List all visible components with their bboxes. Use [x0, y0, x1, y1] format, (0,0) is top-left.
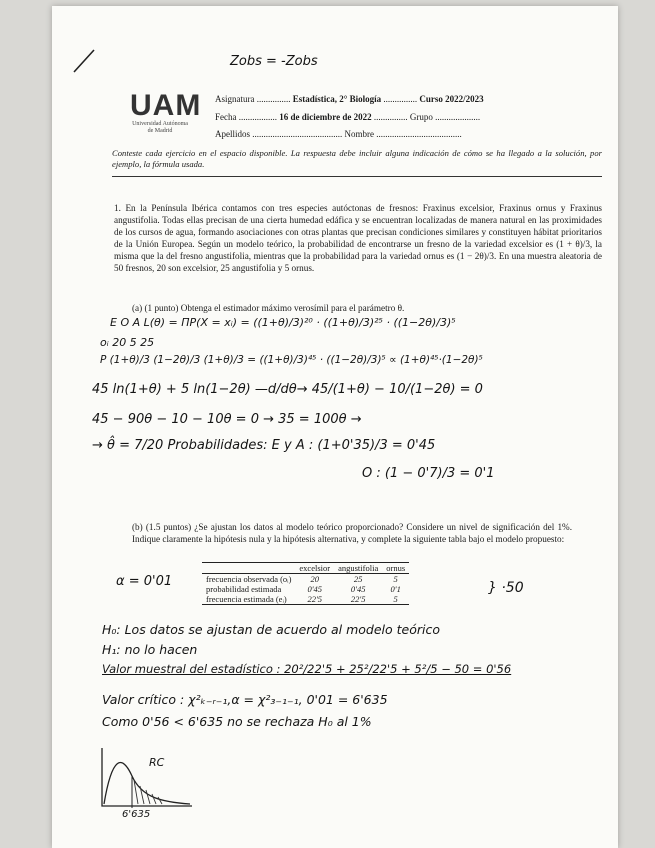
header-fecha: Fecha ................. 16 de diciembre de 2022 ............... Grupo .................... — [215, 112, 481, 122]
work-a-line-5: 45 − 90θ − 10 − 10θ = 0 → 35 = 100θ → — [92, 412, 362, 427]
statistic-value: Valor muestral del estadístico : 20²/22'5 + 25²/22'5 + 5²/5 − 50 = 0'56 — [102, 662, 512, 676]
work-a-line-1: E O A L(θ) = ΠP(X = xᵢ) = ((1+θ)/3)²⁰ · ((1+θ)/3)²⁵ · ((1−2θ)/3)⁵ — [110, 316, 456, 329]
h1: H₁: no lo hacen — [102, 642, 198, 657]
sketch-rc-label: RC — [149, 756, 165, 769]
work-a-line-2: oᵢ 20 5 25 — [100, 336, 155, 349]
table-row: probabilidad estimada 0'45 0'45 0'1 — [206, 584, 401, 594]
col-angustifolia: angustifolia — [338, 563, 379, 573]
work-a-line-7: O : (1 − 0'7)/3 = 0'1 — [362, 466, 495, 481]
table-side-note: } ·50 — [488, 580, 524, 596]
table-row: frecuencia observada (oᵢ) 20 25 5 — [206, 574, 398, 584]
conclusion: Como 0'56 < 6'635 no se rechaza H₀ al 1% — [102, 714, 372, 729]
pen-mark-icon — [70, 46, 100, 76]
logo-university: Universidad Autónoma de Madrid — [132, 121, 188, 134]
frequency-table — [202, 562, 409, 605]
top-note: Zobs = -Zobs — [230, 54, 318, 69]
table-header — [202, 563, 409, 574]
col-excelsior: excelsior — [299, 563, 331, 573]
header-asignatura: Asignatura ............... Estadística, 2° Biología ............... Curso 2022/2023 — [215, 94, 484, 104]
divider — [112, 176, 602, 177]
chi-square-sketch-icon — [92, 746, 202, 816]
uam-logo — [130, 91, 201, 135]
instructions: Conteste cada ejercicio en el espacio disponible. La respuesta debe incluir alguna indicación de cómo se ha llegado a la solución, por ejemplo, la fórmula usada. — [112, 148, 602, 169]
alpha-value: α = 0'01 — [116, 574, 173, 589]
question-1a: (a) (1 punto) Obtenga el estimador máximo verosímil para el parámetro θ. — [132, 303, 405, 313]
header-apellidos: Apellidos ........................................ Nombre ...................................... — [215, 129, 462, 139]
critical-value: Valor crítico : χ²ₖ₋ᵣ₋₁,α = χ²₃₋₁₋₁, 0'01 = 6'635 — [102, 692, 388, 707]
work-a-line-3: P (1+θ)/3 (1−2θ)/3 (1+θ)/3 = ((1+θ)/3)⁴⁵ · ((1−2θ)/3)⁵ ∝ (1+θ)⁴⁵·(1−2θ)⁵ — [100, 354, 483, 366]
sketch-value-label: 6'635 — [122, 809, 151, 820]
question-1-text: 1. En la Península Ibérica contamos con tres especies autóctonas de fresnos: Fraxinus excelsior, Fraxinus ornus y Fraxinus angustifolia. Todas ellas precisan de una cierta humedad edáfica y se encuentran localizadas de manera natural en las proximidades de los cursos de agua, formando asociaciones con otras plantas que precisan condiciones similares y constituyen hábitat prioritarios de la Unión Europea. Según un modelo teórico, la probabilidad de encontrarse un fresno de la variedad excelsior es (1 + θ)/3, la misma que la del fresno angustifolia, mientras que la probabilidad para la variedad ornus es (1 − 2θ)/3. En una muestra aleatoria de 50 fresnos, 20 son excelsior, 25 angustifolia y 5 ornus. — [114, 203, 603, 273]
col-ornus: ornus — [386, 563, 406, 573]
h0: H₀: Los datos se ajustan de acuerdo al modelo teórico — [102, 622, 440, 637]
exam-page — [52, 6, 618, 848]
question-1b: (b) (1.5 puntos) ¿Se ajustan los datos al modelo teórico proporcionado? Considere un nivel de significación del 1%. Indique claramente la hipótesis nula y la hipótesis alternativa, y complete la siguiente tabla bajo el modelo propuesto: — [132, 522, 572, 544]
work-a-line-4: 45 ln(1+θ) + 5 ln(1−2θ) —d/dθ→ 45/(1+θ) − 10/(1−2θ) = 0 — [92, 382, 483, 397]
logo-text: UAM — [130, 89, 202, 122]
work-a-line-6: → θ̂ = 7/20 Probabilidades: E y A : (1+0'35)/3 = 0'45 — [92, 438, 436, 453]
table-row: frecuencia estimada (eᵢ) 22'5 22'5 5 — [202, 594, 409, 605]
